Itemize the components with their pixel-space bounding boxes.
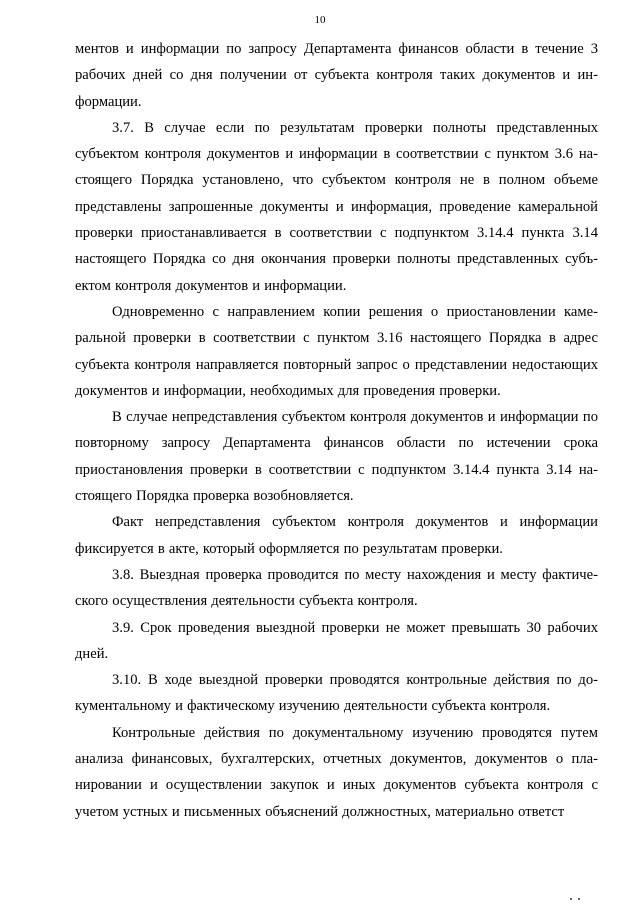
paragraph-3-8: 3.8. Выездная проверка проводится по месту нахождения и месту фактического осуществления деятельности субъекта контроля.	[75, 566, 598, 610]
paragraph-non-submission: В случае непредставления субъектом контроля документов и информации по повторному запросу Департамента финансов области по истечении срока приостановления проверки в соответствии с подпунктом 3.14.4 пункта 3.14 настоящего Порядка проверка возобновляется.	[75, 409, 598, 505]
paragraph-control-actions: Контрольные действия по документальному изучению проводятся путем анализа финансовых, бухгалтерских, отчетных документов, документов о планировании и осуществлении закупок и иных документов субъекта контроля с учетом устных и письменных объяснений должностных, материально ответст	[75, 724, 598, 820]
paragraph-3-10: 3.10. В ходе выездной проверки проводятся контрольные действия по документальному и фактическому изучению деятельности субъекта контроля.	[75, 672, 598, 715]
paragraph-continuation: ментов и информации по запросу Департамента финансов области в течение 3 рабочих дней со дня получении от субъекта контроля таких документов и информации.	[75, 41, 598, 110]
paragraph-simultaneous-request: Одновременно с направлением копии решения о приостановлении камеральной проверки в соответствии с пунктом 3.16 настоящего Порядка в адрес субъекта контроля направляется повторный запрос о представлении недостающих документов и информации, необходимых для проведения проверки.	[75, 303, 598, 399]
paragraph-fact-recorded: Факт непредставления субъектом контроля документов и информации фиксируется в акте, который оформляется по результатам проверки.	[75, 514, 598, 557]
paragraph-3-7: 3.7. В случае если по результатам проверки полноты представленных субъектом контроля документов и информации в соответствии с пунктом 3.6 настоящего Порядка установлено, что субъектом контроля не в полном объеме представлены запрошенные документы и информация, проведение камеральной проверки приостанавливается в соответствии с подпунктом 3.14.4 пункта 3.14 настоящего Порядка со дня окончания проверки полноты представленных субъектом контроля документов и информации.	[75, 119, 598, 294]
paragraph-3-9: 3.9. Срок проведения выездной проверки не может превышать 30 рабочих дней.	[75, 619, 598, 662]
document-body	[75, 36, 598, 825]
scan-artifact	[570, 898, 584, 901]
page-number: 10	[314, 14, 326, 26]
